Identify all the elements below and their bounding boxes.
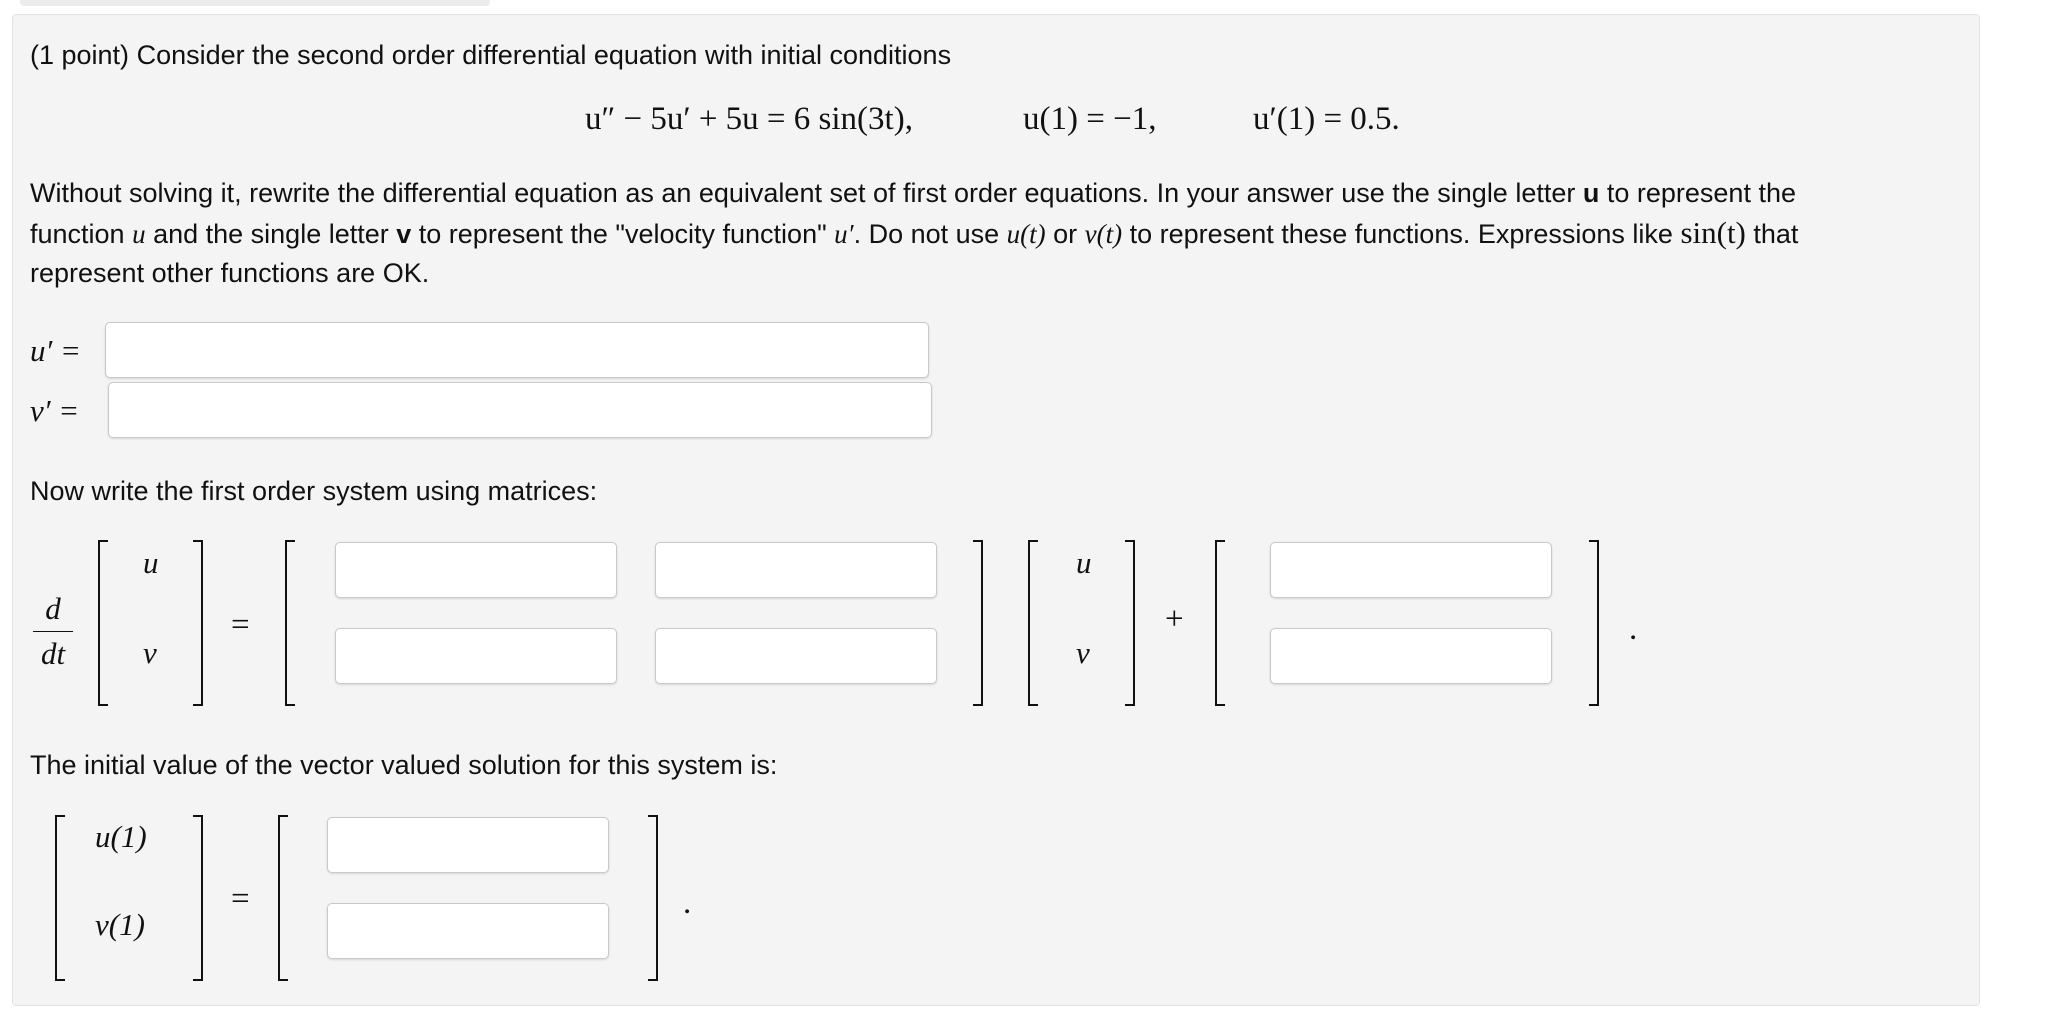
instructions-text: to represent the: [1599, 178, 1796, 208]
initial-lhs-right-bracket: [193, 815, 203, 981]
rhs-vector-u: u: [1076, 545, 1092, 580]
matrix-a-right-bracket: [973, 540, 983, 706]
instructions-text: to represent these functions. Expressions like: [1122, 219, 1681, 249]
instructions-text: and the single letter: [145, 219, 397, 249]
instructions-line-1: [30, 173, 1796, 213]
matrix-a11-input[interactable]: [335, 542, 617, 598]
v1-label-text: v(1): [95, 907, 145, 942]
letter-v-bold: v: [396, 219, 412, 249]
math-v-of-t: v(t): [1084, 219, 1123, 249]
u1-label-text: u(1): [95, 819, 147, 854]
initial-period: .: [683, 885, 692, 921]
point-label: (1 point): [30, 40, 130, 70]
lhs-vector-u: u: [143, 545, 159, 580]
math-u-prime: u′: [834, 219, 854, 249]
rhs-vector-right-bracket: [1125, 540, 1135, 706]
u1-value-input[interactable]: [327, 817, 609, 873]
u-prime-input[interactable]: [105, 322, 929, 378]
vector-b2-input[interactable]: [1270, 628, 1552, 684]
lhs-vector-right-bracket: [193, 540, 203, 706]
u-prime-label: [30, 333, 81, 369]
rhs-vector-left-bracket: [1028, 540, 1038, 706]
matrix-section-heading: Now write the first order system using matrices:: [30, 476, 598, 506]
intro-line: [30, 35, 951, 75]
matrix-a21-input[interactable]: [335, 628, 617, 684]
initial-equals-sign: =: [231, 881, 250, 917]
initial-lhs-left-bracket: [55, 815, 65, 981]
matrix-a12-input[interactable]: [655, 542, 937, 598]
v1-label: [95, 907, 145, 943]
lhs-vector-v: v: [143, 635, 157, 670]
dt-denominator: dt: [40, 636, 66, 671]
math-u: u: [132, 219, 146, 249]
vector-b-right-bracket: [1589, 540, 1599, 706]
instructions-text: . Do not use: [853, 219, 1007, 249]
math-u-of-t: u(t): [1006, 219, 1046, 249]
ode-equation: u″ − 5u′ + 5u = 6 sin(3t),: [585, 101, 913, 137]
matrix-period: .: [1629, 611, 1638, 647]
matrix-a-left-bracket: [285, 540, 295, 706]
initial-rhs-left-bracket: [278, 815, 288, 981]
problem-panel: [12, 14, 1980, 1006]
instructions-text: that: [1745, 219, 1799, 249]
instructions-text: or: [1045, 219, 1085, 249]
d-dt-fraction: [33, 591, 73, 672]
instructions-text: Without solving it, rewrite the differential equation as an equivalent set of first order equations. In your answer use the single letter: [30, 178, 1583, 208]
rhs-vector-v: v: [1076, 635, 1090, 670]
matrix-a22-input[interactable]: [655, 628, 937, 684]
equals-sign: =: [231, 607, 250, 643]
instructions-text: to represent the "velocity function": [411, 219, 835, 249]
math-sin-t: sin(t): [1680, 215, 1746, 250]
v-prime-input[interactable]: [108, 382, 932, 438]
instructions-line-3: represent other functions are OK.: [30, 258, 430, 288]
u1-label: [95, 819, 147, 855]
fraction-bar: [33, 631, 73, 632]
initial-section-heading: The initial value of the vector valued solution for this system is:: [30, 750, 778, 780]
v1-value-input[interactable]: [327, 903, 609, 959]
lhs-vector-left-bracket: [98, 540, 108, 706]
letter-u-bold: u: [1582, 178, 1600, 208]
initial-condition-u-prime: u′(1) = 0.5.: [1253, 101, 1400, 137]
instructions-text: function: [30, 219, 133, 249]
d-numerator: d: [45, 591, 61, 626]
top-tab-strip: [20, 0, 490, 6]
initial-condition-u: u(1) = −1,: [1023, 101, 1157, 137]
vector-b1-input[interactable]: [1270, 542, 1552, 598]
v-prime-label-text: v′ =: [30, 393, 80, 428]
initial-rhs-right-bracket: [648, 815, 658, 981]
instructions-line-2: [30, 213, 1798, 254]
vector-b-left-bracket: [1215, 540, 1225, 706]
v-prime-label: [30, 393, 79, 429]
u-prime-label-text: u′ =: [30, 333, 81, 368]
intro-text: Consider the second order differential equation with initial conditions: [136, 40, 952, 70]
plus-sign: +: [1165, 601, 1184, 637]
